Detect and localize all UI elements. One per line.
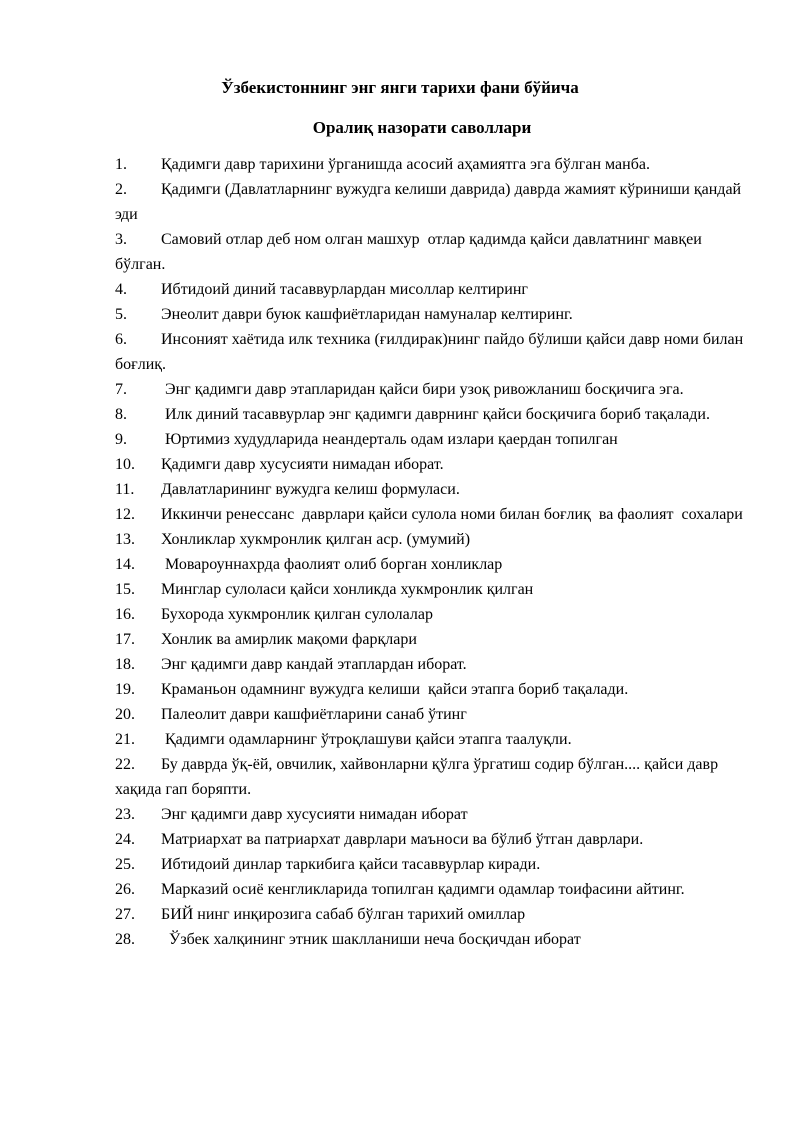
question-text: Энеолит даври буюк кашфиётларидан намуналар келтиринг. xyxy=(161,306,573,323)
question-number: 9. xyxy=(115,431,127,448)
question-text: Илк диний тасаввурлар энг қадимги даврнинг қайси босқичига бориб тақалади. xyxy=(161,406,710,423)
question-item xyxy=(115,377,755,402)
question-item xyxy=(115,527,755,552)
question-number: 21. xyxy=(115,731,135,748)
question-item xyxy=(115,427,755,452)
question-item xyxy=(115,627,755,652)
question-item xyxy=(115,552,755,577)
question-item xyxy=(115,502,755,527)
question-text: Энг қадимги давр этапларидан қайси бири узоқ ривожланиш босқичига эга. xyxy=(161,381,684,398)
question-number: 16. xyxy=(115,606,135,623)
question-number: 2. xyxy=(115,181,127,198)
question-number: 26. xyxy=(115,881,135,898)
question-text: Бу даврда ўқ-ёй, овчилик, хайвонларни қўлга ўргатиш содир бўлган.... қайси давр хақида гап боряпти. xyxy=(115,756,723,798)
question-text: Минглар сулоласи қайси хонликда хукмронлик қилган xyxy=(161,581,534,598)
question-number: 27. xyxy=(115,906,135,923)
question-text: Бухорода хукмронлик қилган сулолалар xyxy=(161,606,433,623)
question-number: 19. xyxy=(115,681,135,698)
question-number: 1. xyxy=(115,156,127,173)
question-item xyxy=(115,877,755,902)
question-number: 25. xyxy=(115,856,135,873)
question-item xyxy=(115,327,755,377)
question-item xyxy=(115,802,755,827)
question-item xyxy=(115,577,755,602)
question-number: 15. xyxy=(115,581,135,598)
question-number: 18. xyxy=(115,656,135,673)
question-text: Марказий осиё кенгликларида топилган қадимги одамлар тоифасини айтинг. xyxy=(161,881,685,898)
question-number: 23. xyxy=(115,806,135,823)
question-text: Инсоният хаётида илк техника (ғилдирак)нинг пайдо бўлиши қайси давр номи билан боғлиқ. xyxy=(115,331,748,373)
question-number: 5. xyxy=(115,306,127,323)
question-item xyxy=(115,177,755,227)
question-item xyxy=(115,652,755,677)
question-item xyxy=(115,902,755,927)
question-number: 22. xyxy=(115,756,135,773)
question-item xyxy=(115,477,755,502)
question-number: 20. xyxy=(115,706,135,723)
question-text: Самовий отлар деб ном олган машхур отлар қадимда қайси давлатнинг мавқеи бўлган. xyxy=(115,231,706,273)
question-text: Мовароуннахрда фаолият олиб борган хонликлар xyxy=(161,556,503,573)
question-item xyxy=(115,602,755,627)
question-item xyxy=(115,752,755,802)
question-item xyxy=(115,727,755,752)
question-number: 4. xyxy=(115,281,127,298)
question-number: 3. xyxy=(115,231,127,248)
question-number: 12. xyxy=(115,506,135,523)
question-number: 11. xyxy=(115,481,135,498)
page-subtitle: Оралиқ назорати саволлари xyxy=(312,118,532,137)
question-number: 7. xyxy=(115,381,127,398)
question-text: Хонлик ва амирлик мақоми фарқлари xyxy=(161,631,417,648)
question-list xyxy=(115,152,755,952)
question-number: 17. xyxy=(115,631,135,648)
question-item xyxy=(115,927,755,952)
question-text: Қадимги (Давлатларнинг вужудга келиши даврида) даврда жамият кўриниши қандай эди xyxy=(115,181,746,223)
question-number: 8. xyxy=(115,406,127,423)
question-number: 6. xyxy=(115,331,127,348)
question-item xyxy=(115,402,755,427)
question-number: 13. xyxy=(115,531,135,548)
question-text: Қадимги давр хусусияти нимадан иборат. xyxy=(161,456,444,473)
question-text: Энг қадимги давр кандай этаплардан иборат. xyxy=(161,656,467,673)
question-item xyxy=(115,852,755,877)
question-text: Энг қадимги давр хусусияти нимадан иборат xyxy=(161,806,468,823)
question-text: Палеолит даври кашфиётларини санаб ўтинг xyxy=(161,706,467,723)
question-text: БИЙ нинг инқирозига сабаб бўлган тарихий омиллар xyxy=(161,906,526,923)
question-item xyxy=(115,677,755,702)
question-text: Юртимиз худудларида неандерталь одам излари қаердан топилган xyxy=(161,431,618,448)
question-number: 14. xyxy=(115,556,135,573)
question-text: Матриархат ва патриархат даврлари маъноси ва бўлиб ўтган даврлари. xyxy=(161,831,644,848)
question-item xyxy=(115,227,755,277)
question-item xyxy=(115,152,755,177)
question-number: 28. xyxy=(115,931,135,948)
question-number: 10. xyxy=(115,456,135,473)
question-number: 24. xyxy=(115,831,135,848)
question-text: Давлатларининг вужудга келиш формуласи. xyxy=(161,481,460,498)
question-text: Краманьон одамнинг вужудга келиши қайси этапга бориб тақалади. xyxy=(161,681,629,698)
question-item xyxy=(115,452,755,477)
question-text: Хонликлар хукмронлик қилган аср. (умумий) xyxy=(161,531,471,548)
question-item xyxy=(115,277,755,302)
question-text: Ибтидоий динлар таркибига қайси тасаввурлар киради. xyxy=(161,856,541,873)
question-item xyxy=(115,302,755,327)
question-text: Ўзбек халқининг этник шаклланиши неча босқичдан иборат xyxy=(161,931,581,948)
question-item xyxy=(115,827,755,852)
question-text: Иккинчи ренессанс даврлари қайси сулола номи билан боғлиқ ва фаолият сохалари xyxy=(161,506,743,523)
question-text: Ибтидоий диний тасаввурлардан мисоллар келтиринг xyxy=(161,281,528,298)
page-title: Ўзбекистоннинг энг янги тарихи фани бўйича xyxy=(221,78,579,97)
question-text: Қадимги одамларнинг ўтроқлашуви қайси этапга таалуқли. xyxy=(161,731,572,748)
question-item xyxy=(115,702,755,727)
question-text: Қадимги давр тарихини ўрганишда асосий аҳамиятга эга бўлган манба. xyxy=(161,156,650,173)
